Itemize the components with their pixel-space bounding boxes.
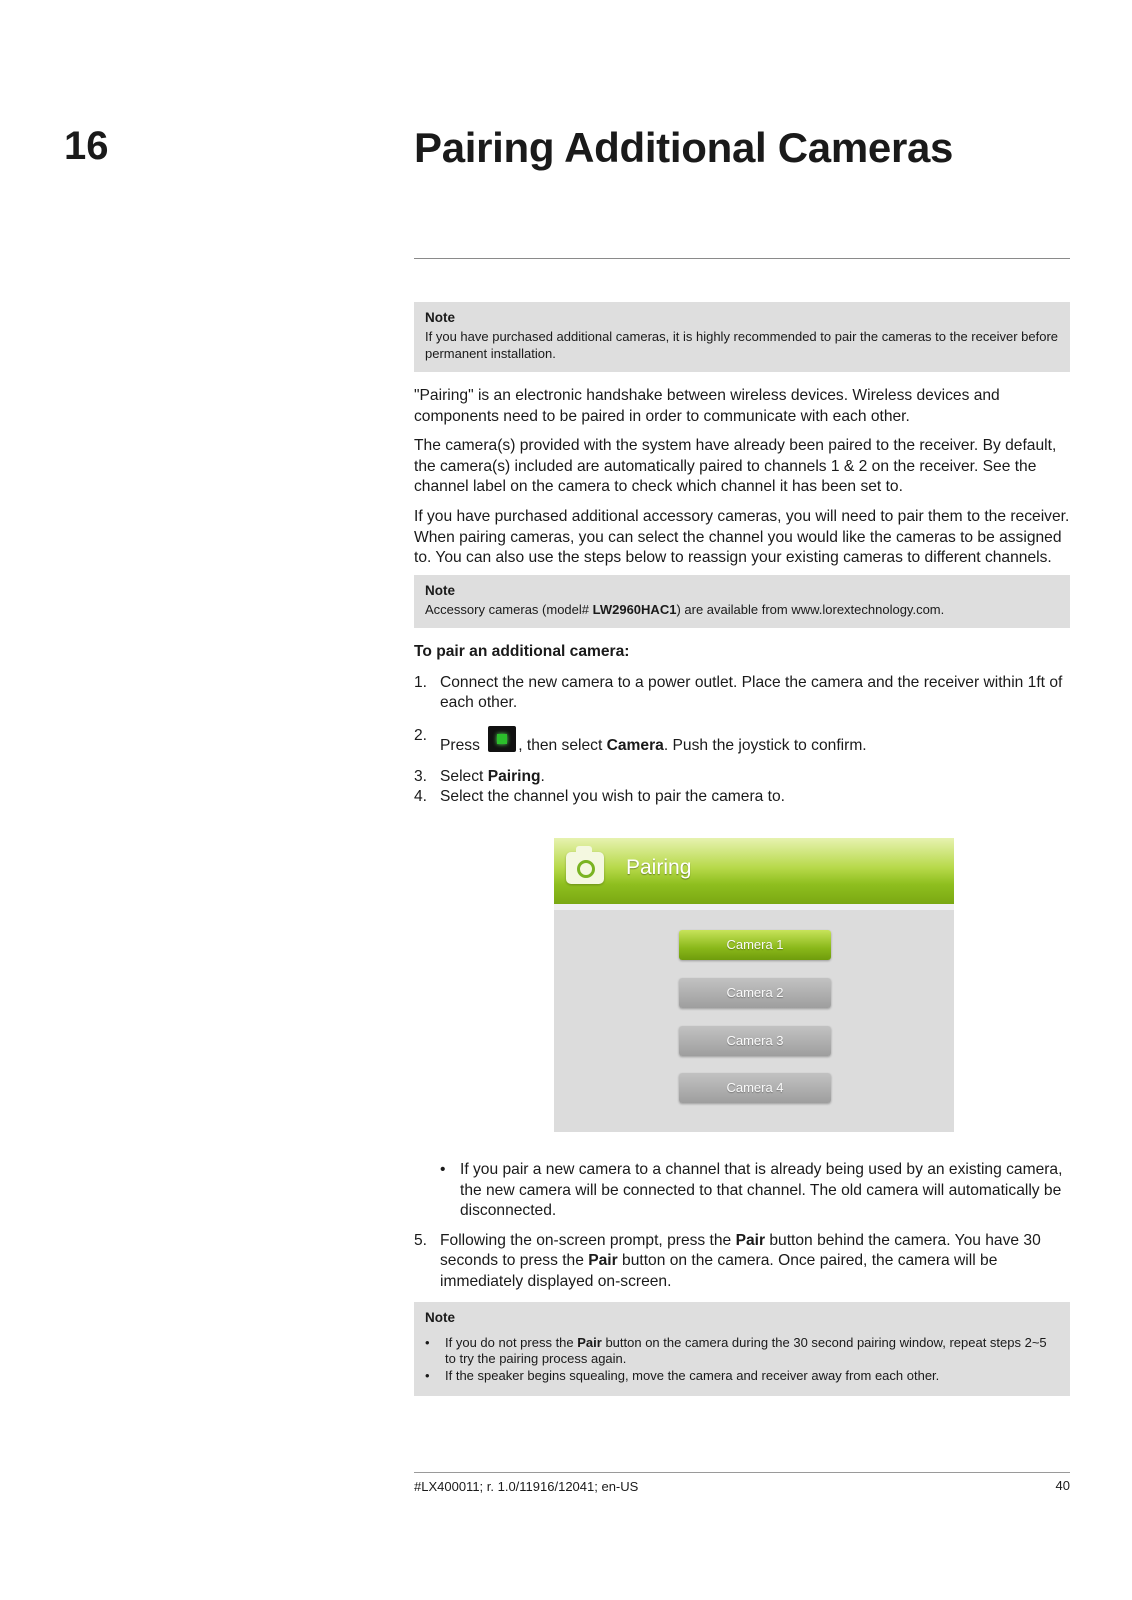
note-box-1 xyxy=(414,302,1070,372)
camera-4-button[interactable]: Camera 4 xyxy=(679,1073,831,1103)
screen-header xyxy=(554,838,954,904)
model-number: LW2960HAC1 xyxy=(592,601,677,617)
camera-icon xyxy=(566,852,604,884)
camera-2-button[interactable]: Camera 2 xyxy=(679,978,831,1008)
note-box-3 xyxy=(414,1302,1070,1397)
paragraph-accessory-cameras: If you have purchased additional accessory cameras, you will need to pair them to the receiver. When pairing cameras, you can select the channel you would like the cameras to be assigned to. You can also use the steps below to reassign your existing cameras to different channels. xyxy=(414,507,1070,567)
paragraph-default-pairing: The camera(s) provided with the system have already been paired to the receiver. By default, the camera(s) included are automatically paired to channels 1 & 2 on the receiver. See the channel label on the camera to check which channel it has been set to. xyxy=(414,437,1057,496)
footer-rule xyxy=(414,1472,1070,1473)
existing-camera-bullet: • If you pair a new camera to a channel that is already being used by an existing camera, the new camera will be connected to that channel. The old camera will automatically be disconnected. xyxy=(440,1161,1063,1220)
footer-document-id: #LX400011; r. 1.0/11916/12041; en-US xyxy=(414,1479,639,1494)
note-title: Note xyxy=(425,582,455,598)
note-text: If you have purchased additional cameras, it is highly recommended to pair the cameras to the receiver before permanent installation. xyxy=(425,329,1059,361)
step-4: 4. Select the channel you wish to pair the camera to. xyxy=(414,788,785,806)
paragraph-pairing-definition: "Pairing" is an electronic handshake between wireless devices. Wireless devices and components need to be paired in order to communicate with each other. xyxy=(414,387,1000,425)
pairing-screen-illustration xyxy=(554,838,954,1132)
step-2: 2. Press , then select Camera. Push the joystick to confirm. xyxy=(414,727,867,755)
main-content xyxy=(414,302,1070,808)
note-text: Accessory cameras (model# LW2960HAC1) are available from www.lorextechnology.com. xyxy=(425,601,945,617)
note-bullet-1: • If you do not press the Pair button on the camera during the 30 second pairing window, repeat steps 2~5 to try the pairing process again. xyxy=(425,1334,1047,1367)
note-title: Note xyxy=(425,1309,455,1325)
camera-3-button[interactable]: Camera 3 xyxy=(679,1026,831,1056)
chapter-title: Pairing Additional Cameras xyxy=(414,124,954,171)
page-number: 40 xyxy=(1055,1478,1070,1493)
screen-title: Pairing xyxy=(626,856,692,879)
note-box-2 xyxy=(414,575,1070,629)
menu-icon xyxy=(488,726,516,752)
step-5: 5. Following the on-screen prompt, press the Pair button behind the camera. You have 30 seconds to press the Pair button on the camera. Once paired, the camera will be immediately displayed on-screen. xyxy=(414,1231,1041,1290)
procedure-heading: To pair an additional camera: xyxy=(414,643,630,661)
screen-divider xyxy=(554,904,954,910)
camera-1-button[interactable]: Camera 1 xyxy=(679,930,831,960)
post-screen-content xyxy=(414,1160,1070,1396)
note-title: Note xyxy=(425,310,455,325)
step-1: 1. Connect the new camera to a power outlet. Place the camera and the receiver within 1ft of each other. xyxy=(414,673,1063,712)
note-bullet-2: • If the speaker begins squealing, move the camera and receiver away from each other. xyxy=(425,1367,940,1383)
title-rule xyxy=(414,258,1070,259)
chapter-number: 16 xyxy=(64,124,109,168)
step-3: 3. Select Pairing. xyxy=(414,767,545,785)
